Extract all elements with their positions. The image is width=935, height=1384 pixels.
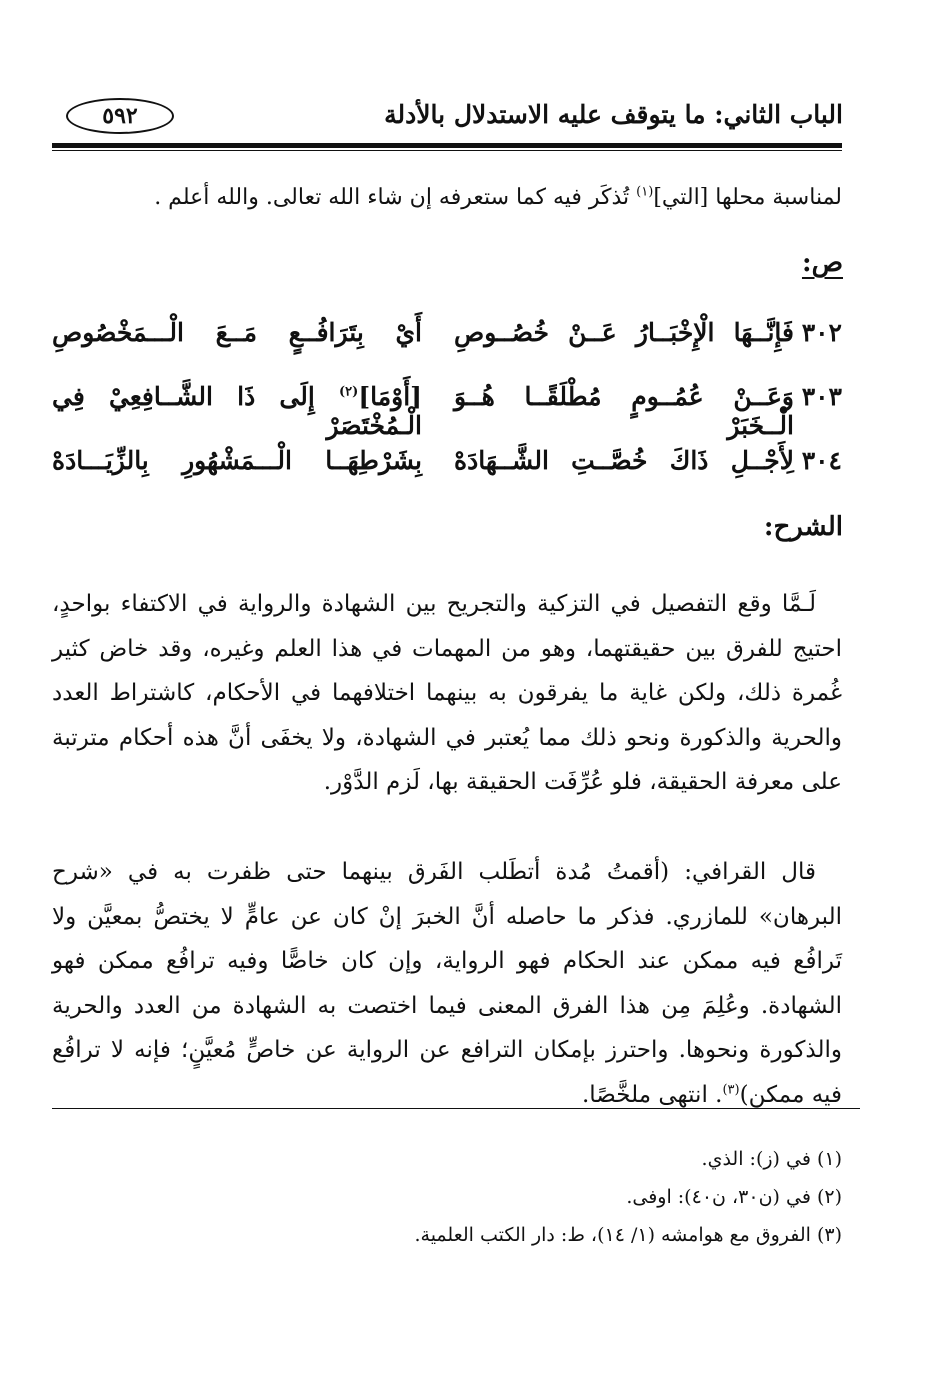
header-rule-thick xyxy=(52,143,842,148)
verse-second-hemistich: بِشَرْطِهَــا الْـــمَشْهُورِ بِالزِّيَـــادَهْ xyxy=(52,446,422,475)
quote-ending: . انتهى ملخَّصًا. xyxy=(581,1081,723,1108)
verse-row xyxy=(52,312,842,376)
footnote-separator xyxy=(52,1108,860,1109)
verse-number: ٣٠٤ xyxy=(801,446,842,475)
commentary-paragraph-1: لَـمَّا وقع التفصيل في التزكية والتجريح بين الشهادة والرواية في الاكتفاء بواحدٍ، احتيج للفرق بين حقيقتهما، وهو من المهمات في هذا العلم وغيره، وقد خاض كثير غُمرة ذلك، ولكن غاية ما يفرقون به بينهما اختلافهما في الأحكام، كاشتراط العدد والحرية والذكورة ونحو ذلك مما يُعتبر في الشهادة، ولا يخفَى أنَّ هذه أحكام مترتبة على معرفة الحقيقة، فلو عُرِّفَت الحقيقة بها، لَزم الدَّوْر. xyxy=(52,591,842,795)
verse-number: ٣٠٢ xyxy=(801,318,842,347)
intro-line xyxy=(52,178,842,218)
verse-second-hemistich: أَيْ بِتَرَافُــعٍ مَــعَ الْـــمَخْصُوصِ xyxy=(52,318,422,347)
verse-second-hemistich xyxy=(52,382,422,440)
page-number-badge: ٥٩٢ xyxy=(66,98,174,134)
footnote-ref-2: (٢) xyxy=(339,384,359,400)
verse-second-rest: إِلَى ذَا الشَّــافِعِيْ فِي الْـمُخْتَصَرْ xyxy=(52,382,422,440)
page-header xyxy=(52,96,843,144)
verse-number: ٣٠٣ xyxy=(801,382,842,411)
verse-row xyxy=(52,376,842,440)
verse-first-hemistich: لِأَجْــلِ ذَاكَ خُصَّــتِ الشَّــهَادَهْ xyxy=(454,446,794,475)
verse-block xyxy=(52,312,842,504)
footnotes xyxy=(52,1140,842,1254)
footnote-1: (١) في (ز): الذي. xyxy=(701,1148,842,1170)
verse-second-start: [أَوْمَا] xyxy=(358,382,422,411)
footnote-3: (٣) الفروق مع هوامشه (١/ ١٤)، ط: دار الكتب العلمية. xyxy=(414,1224,842,1246)
header-rule-thin xyxy=(52,150,842,151)
commentary-paragraph-2 xyxy=(52,850,842,1117)
running-title: الباب الثاني: ما يتوقف عليه الاستدلال بالأدلة xyxy=(384,100,843,129)
footnote-2: (٢) في (ن٣٠، ن٤٠): اوفى. xyxy=(626,1186,842,1208)
sharh-heading: الشرح: xyxy=(763,512,843,542)
verse-row xyxy=(52,440,842,504)
intro-text-before: لمناسبة محلها [التي] xyxy=(653,185,842,210)
verse-first-hemistich: فَإِنَّــهَا الْإِخْبَــارُ عَــنْ خُصُــوصِ xyxy=(454,318,794,347)
intro-text-after: تُذكَر فيه كما ستعرفه إن شاء الله تعالى. والله أعلم . xyxy=(154,185,637,210)
verse-first-hemistich: وَعَــنْ عُمُــومٍ مُطْلَقًــا هُــوَ الْــخَبَرْ xyxy=(454,382,794,440)
footnote-ref-1: (١) xyxy=(636,184,654,200)
matn-heading: ص: xyxy=(801,248,843,278)
quote-text: قال القرافي: (أقمتُ مُدة أتطَلب الفَرق بينهما حتى ظفرت به في «شرح البرهان» للمازري. فذكر ما حاصله أنَّ الخبرَ إنْ كان عن عامٍّ لا يختصُّ بمعيَّن ولا تَرافُع فيه ممكن عند الحكام فهو الرواية، وإن كان خاصًّا وفيه ترافُع ممكن فهو الشهادة. وعُلِمَ مِن هذا الفرق المعنى فيما اختصت به الشهادة من العدد والحرية والذكورة ونحوها. واحترز بإمكان الترافع عن الرواية عن خاصٍّ مُعيَّنٍ؛ فإنه لا ترافُع فيه ممكن) xyxy=(52,859,842,1108)
footnote-ref-3: (٣) xyxy=(722,1081,740,1097)
